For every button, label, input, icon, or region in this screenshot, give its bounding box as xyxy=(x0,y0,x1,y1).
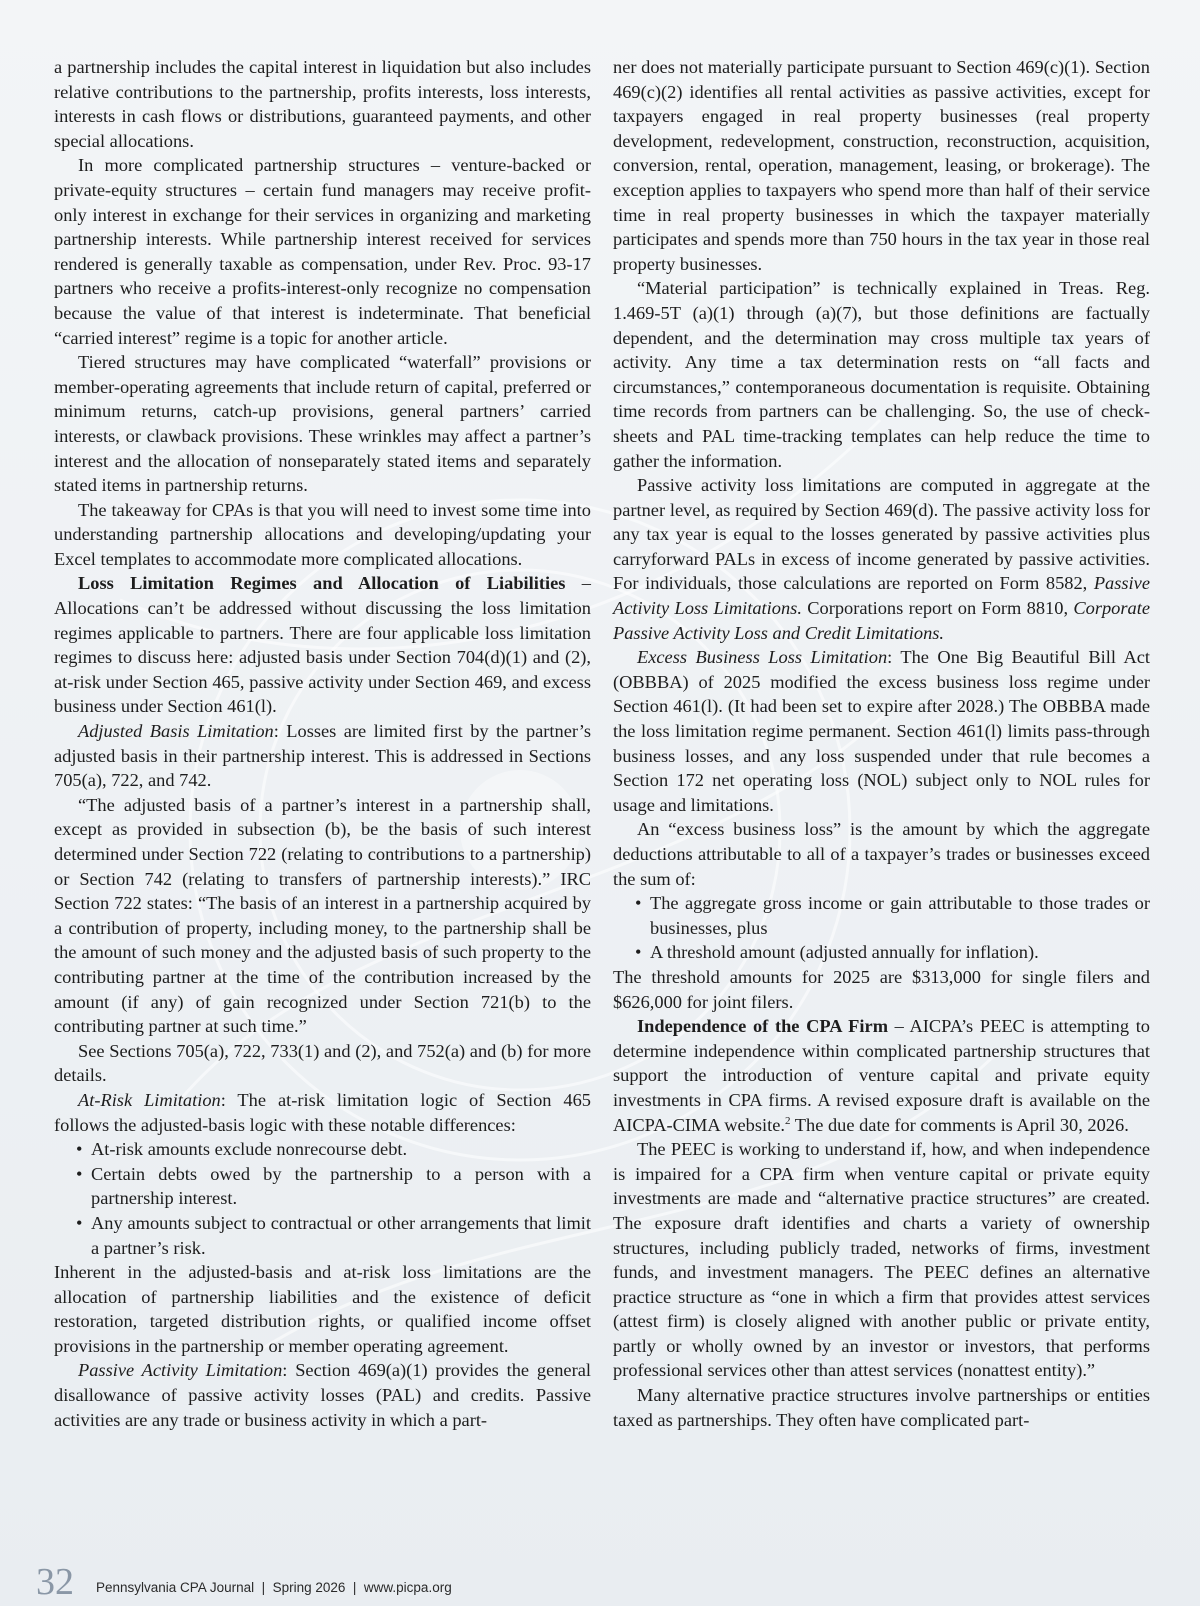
paragraph xyxy=(54,1088,591,1137)
bullet-icon: • xyxy=(76,1212,83,1233)
paragraph-text: – Allocations can’t be addressed without discussing the loss limitation regimes applicable to partners. There are four applicable loss limitation regimes to discuss here: adjusted basis under Section 704(d)(1) and (2), at-risk under Section 465, passive activity under Section 469, and excess business under Section 461(l). xyxy=(54,573,591,717)
bullet-icon: • xyxy=(76,1163,83,1184)
paragraph: Many alternative practice structures involve partnerships or entities taxed as partnerships. They often have complicated part- xyxy=(613,1385,1150,1430)
paragraph xyxy=(613,645,1150,817)
bullet-icon: • xyxy=(76,1139,83,1160)
paragraph-text: : Section 469(a)(1) provides the general disallowance of passive activity losses (PAL) and credits. Passive activities are any trade or business activity in which a part- xyxy=(54,1360,591,1430)
paragraph: An “excess business loss” is the amount by which the aggregate deductions attributable to all of a taxpayer’s trades or businesses exceed the sum of: xyxy=(613,819,1150,889)
list-item: • The aggregate gross income or gain attributable to those trades or businesses, plus xyxy=(635,893,1150,938)
paragraph: The threshold amounts for 2025 are $313,000 for single filers and $626,000 for joint filers. xyxy=(613,966,1150,1012)
list-item: • Any amounts subject to contractual or other arrangements that limit a partner’s risk. xyxy=(76,1212,591,1258)
subsection-heading: Passive Activity Limitation xyxy=(78,1360,283,1381)
paragraph: a partnership includes the capital interest in liquidation but also includes relative contributions to the partnership, profits interests, loss interests, interests in cash flows or distributions, guaranteed payments, and other special allocations. xyxy=(54,57,591,151)
paragraph: “The adjusted basis of a partner’s interest in a partnership shall, except as provided in subsection (b), be the basis of such interest determined under Section 722 (relating to contributions to a partnership) or Section 742 (relating to transfers of partnership interests).” IRC Section 722 states: “The basis of an interest in a partnership acquired by a contribution of property, including money, to the partnership shall be the amount of such money and the adjusted basis of such property to the contributing partner at the time of the contribution increased by the amount (if any) of gain recognized under Section 721(b) to the contributing partner at such time.” xyxy=(54,794,591,1037)
paragraph: Passive activity loss limitations are computed in aggregate at the partner level, as required by Section 469(d). The passive activity loss for any tax year is equal to the losses generated by passive activities plus carryforward PALs in excess of income generated by passive activities. For individuals, those calculations are reported on Form 8582, Passive Activity Loss Limitations. Corporations report on Form 8810, Corporate Passive Activity Loss and Credit Limitations. xyxy=(613,475,1150,643)
section-heading: Independence of the CPA Firm xyxy=(637,1016,889,1037)
paragraph: “Material participation” is technically explained in Treas. Reg. 1.469-5T (a)(1) through (a)(7), but those definitions are factually dependent, and the determination may cross multiple tax years of activity. Any time a tax determination rests on “all facts and circumstances,” contemporaneous documentation is requisite. Obtaining time records from partners can be challenging. So, the use of check-sheets and PAL time-tracking templates can help reduce the time to gather the information. xyxy=(613,278,1150,471)
list-item: • At-risk amounts exclude nonrecourse debt. xyxy=(54,1137,591,1162)
right-column xyxy=(613,55,1150,1432)
paragraph: Tiered structures may have complicated “waterfall” provisions or member-operating agreements that include return of capital, preferred or minimum returns, catch-up provisions, general partners’ carried interests, or clawback provisions. These wrinkles may affect a partner’s interest and the allocation of nonseparately stated items and separately stated items in partnership returns. xyxy=(54,352,591,496)
list-item: • A threshold amount (adjusted annually for inflation). xyxy=(613,940,1150,965)
bullet-icon: • xyxy=(635,942,642,963)
bullet-list xyxy=(613,891,1150,965)
paragraph: The takeaway for CPAs is that you will need to invest some time into understanding partnership allocations and developing/updating your Excel templates to accommodate more complicated allocations. xyxy=(54,499,591,569)
bullet-list xyxy=(54,1137,591,1260)
paragraph xyxy=(54,719,591,793)
paragraph: Inherent in the adjusted-basis and at-risk loss limitations are the allocation of partnership liabilities and the existence of deficit restoration, targeted distribution rights, or qualified income offset provisions in the partnership or member operating agreement. xyxy=(54,1262,591,1356)
paragraph xyxy=(54,571,591,719)
paragraph: Independence of the CPA Firm – AICPA’s PEEC is attempting to determine independence within complicated partnership structures that support the introduction of venture capital and private equity investments in CPA firms. A revised exposure draft is available on the AICPA-CIMA website.$^2$ The due date for comments is April 30, 2026. xyxy=(613,1016,1150,1135)
paragraph xyxy=(54,1358,591,1432)
bullet-icon: • xyxy=(635,893,642,914)
list-item: • Certain debts owed by the partnership to a person with a partnership interest. xyxy=(76,1163,591,1209)
paragraph: The PEEC is working to understand if, how, and when independence is impaired for a CPA firm when venture capital or private equity investments are made and “alternative practice structures” are created. The exposure draft identifies and charts a variety of ownership structures, including publicly traded, networks of firms, investment funds, and investment managers. The PEEC defines an alternative practice structure as “one in which a firm that provides attest services (attest firm) is closely aligned with another public or private entity, partly or wholly owned by an investor or investors, that performs professional services other than attest services (nonattest entity).” xyxy=(613,1139,1150,1381)
paragraph-text: : Losses are limited first by the partner’s adjusted basis in their partnership interest. This is addressed in Sections 705(a), 722, and 742. xyxy=(54,721,591,791)
paragraph-text: : The One Big Beautiful Bill Act (OBBBA) of 2025 modified the excess business loss regime under Section 461(l). (It had been set to expire after 2028.) The OBBBA made the loss limitation regime permanent. Section 461(l) limits pass-through business losses, and any loss suspended under that rule becomes a Section 172 net operating loss (NOL) subject only to NOL rules for usage and limitations. xyxy=(613,647,1150,815)
subsection-heading: Excess Business Loss Limitation xyxy=(637,647,888,668)
footnote-marker: 2 xyxy=(785,1114,791,1127)
paragraph-text: : The at-risk limitation logic of Section 465 follows the adjusted-basis logic with these notable differences: xyxy=(54,1089,592,1135)
form-title: Corporate Passive Activity Loss and Credit Limitations. xyxy=(613,598,1150,643)
paragraph: See Sections 705(a), 722, 733(1) and (2), and 752(a) and (b) for more details. xyxy=(54,1040,591,1086)
footer-text: Pennsylvania CPA Journal | Spring 2026 | www.picpa.org xyxy=(96,1580,452,1595)
page-number: 32 xyxy=(36,1561,74,1603)
left-column xyxy=(54,55,591,1432)
paragraph: In more complicated partnership structures – venture-backed or private-equity structures – certain fund managers may receive profit-only interest in exchange for their services in organizing and marketing partnership interests. While partnership interest received for services rendered is generally taxable as compensation, under Rev. Proc. 93-17 partners who receive a profits-interest-only recognize no compensation because the value of that interest is indeterminate. That beneficial “carried interest” regime is a topic for another article. xyxy=(54,155,591,348)
page-footer xyxy=(36,1561,452,1601)
form-title: Passive Activity Loss Limitations. xyxy=(613,573,1150,619)
subsection-heading: At-Risk Limitation xyxy=(78,1089,221,1110)
subsection-heading: Adjusted Basis Limitation xyxy=(78,721,274,742)
paragraph: ner does not materially participate pursuant to Section 469(c)(1). Section 469(c)(2) identifies all rental activities as passive activities, except for taxpayers engaged in real property businesses (real property development, redevelopment, construction, reconstruction, acquisition, conversion, rental, operation, management, leasing, or brokerage). The exception applies to taxpayers who spend more than half of their service time in real property businesses in which the taxpayer materially participates and spends more than 750 hours in the tax year in those real property businesses. xyxy=(613,57,1150,274)
section-heading: Loss Limitation Regimes and Allocation of Liabilities xyxy=(78,573,566,594)
